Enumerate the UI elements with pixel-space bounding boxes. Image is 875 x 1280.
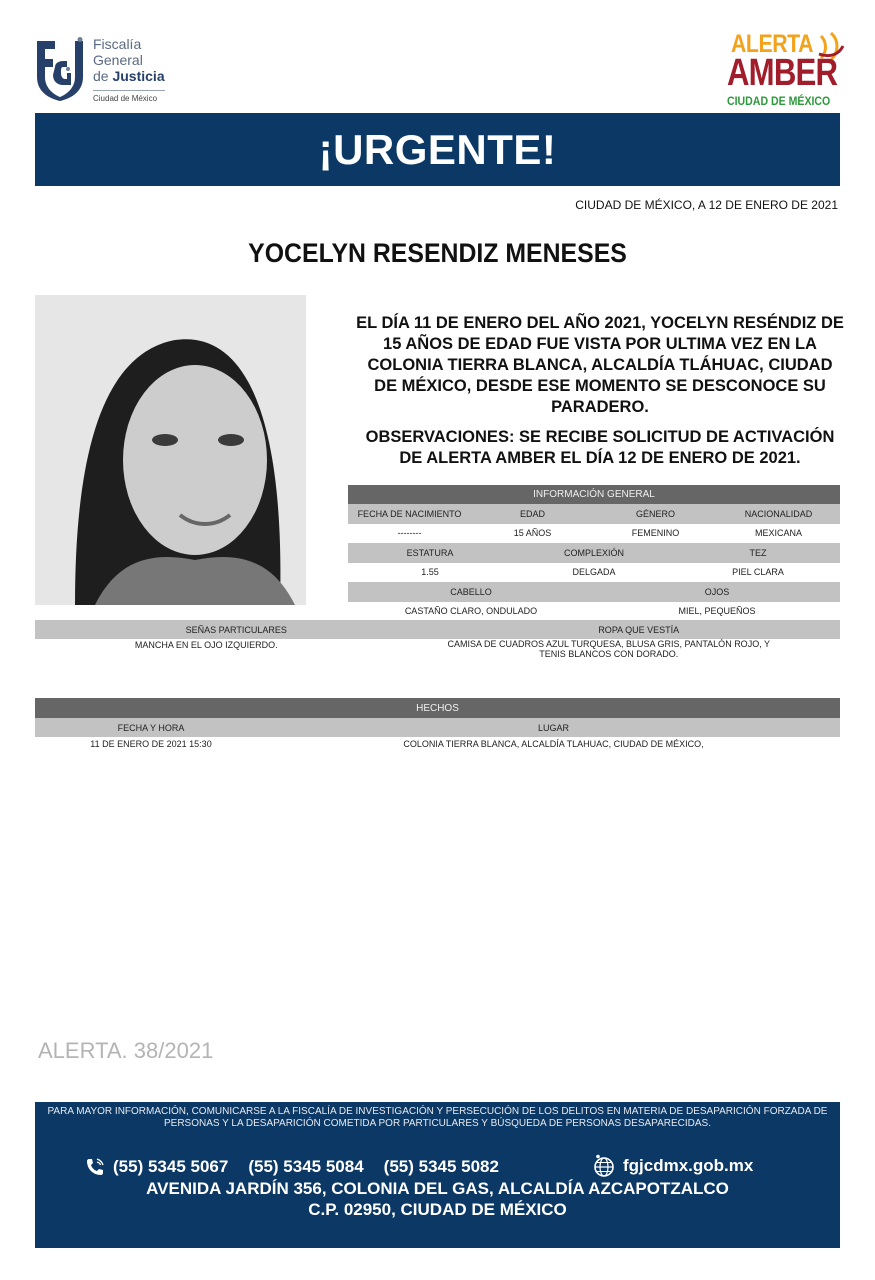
header-birthdate: FECHA DE NACIMIENTO [357,508,462,519]
value-skin: PIEL CLARA [732,567,784,578]
info-general-title: INFORMACIÓN GENERAL [348,485,840,504]
postal-code: C.P. 02950, CIUDAD DE MÉXICO [308,1200,567,1219]
details-table [35,620,840,667]
facts-table [35,698,840,751]
amber-line2: AMBER [727,52,838,94]
table-header-row [348,582,840,602]
person-photo [35,295,306,605]
header-build: COMPLEXIÓN [563,547,624,558]
phone-number-3[interactable]: (55) 5345 5082 [383,1157,499,1176]
fgj-logo [35,33,175,108]
phone-number-2[interactable]: (55) 5345 5084 [248,1157,364,1176]
phone-icon [85,1157,105,1177]
value-clothing: CAMISA DE CUADROS AZUL TURQUESA, BLUSA GRIS, PANTALÓN ROJO, Y TENIS BLANCOS CON DORADO. [447,639,771,659]
amber-alert-logo [725,28,845,110]
header-datetime: FECHA Y HORA [117,722,185,733]
value-marks: MANCHA EN EL OJO IZQUIERDO. [134,640,278,650]
alert-number: ALERTA. 38/2021 [38,1038,214,1063]
info-general-table [348,485,840,621]
fgj-city: Ciudad de México [93,94,158,103]
value-build: DELGADA [572,567,616,578]
fgj-line3-prefix: de [93,68,113,84]
header-eyes: OJOS [704,586,730,597]
amber-line1: ALERTA [731,30,814,58]
header-skin: TEZ [749,547,767,558]
case-observations: OBSERVACIONES: SE RECIBE SOLICITUD DE ACTIVACIÓN DE ALERTA AMBER EL DÍA 12 DE ENERO DE 2021. [365,428,835,467]
table-row [348,524,840,544]
header-place: LUGAR [537,722,569,733]
address: AVENIDA JARDÍN 356, COLONIA DEL GAS, ALCALDÍA AZCAPOTZALCO [146,1179,729,1198]
date-line: CIUDAD DE MÉXICO, A 12 DE ENERO DE 2021 [575,198,838,212]
header-gender: GÉNERO [635,508,675,519]
amber-line3: CIUDAD DE MÉXICO [727,94,831,108]
header-marks: SEÑAS PARTICULARES [185,624,287,635]
header-clothing: ROPA QUE VESTÍA [598,624,680,635]
value-height: 1.55 [421,567,439,578]
table-header-row [35,620,840,639]
website-link[interactable]: fgjcdmx.gob.mx [623,1156,754,1175]
fgj-line2: General [93,52,143,68]
urgent-banner: ¡URGENTE! [35,113,840,186]
table-row [35,737,840,751]
header-age: EDAD [519,508,545,519]
value-datetime: 11 DE ENERO DE 2021 15:30 [90,739,212,749]
fgj-divider [93,90,165,91]
value-age: 15 AÑOS [513,528,552,539]
header-nationality: NACIONALIDAD [744,508,813,519]
fgj-shield-icon [35,37,85,101]
phone-list [85,1157,519,1177]
table-header-row [35,718,840,737]
header-height: ESTATURA [406,547,454,558]
portrait-silhouette [35,295,306,605]
footer-note: PARA MAYOR INFORMACIÓN, COMUNICARSE A LA FISCALÍA DE INVESTIGACIÓN Y PERSECUCIÓN DE LOS DELITOS EN MATERIA DE DESAPARICIÓN FORZADA DE PERSONAS Y LA DESAPARICIÓN COMETIDA POR PARTICULARES Y BÚSQUEDA DE PERSONAS DESAPARECIDAS. [47,1106,828,1129]
website [593,1154,753,1178]
fgj-line3-bold: Justicia [112,68,165,84]
table-row [348,602,840,622]
value-eyes: MIEL, PEQUEÑOS [678,606,756,617]
value-hair: CASTAÑO CLARO, ONDULADO [404,606,538,617]
person-name: YOCELYN RESENDIZ MENESES [248,238,627,268]
globe-icon [593,1154,615,1178]
value-place: COLONIA TIERRA BLANCA, ALCALDÍA TLAHUAC, CIUDAD DE MÉXICO, [403,739,704,749]
phone-number-1[interactable]: (55) 5345 5067 [113,1157,229,1176]
value-gender: FEMENINO [631,528,680,539]
table-row [35,639,840,667]
table-header-row [348,543,840,563]
value-birthdate: -------- [397,528,422,539]
table-row [348,563,840,583]
case-description: EL DÍA 11 DE ENERO DEL AÑO 2021, YOCELYN RESÉNDIZ DE 15 AÑOS DE EDAD FUE VISTA POR ULTIMA VEZ EN LA COLONIA TIERRA BLANCA, ALCALDÍA TLÁHUAC, CIUDAD DE MÉXICO, DESDE ESE MOMENTO SE DESCONOCE SU PARADERO. [356,314,844,416]
header-hair: CABELLO [450,586,492,597]
value-nationality: MEXICANA [754,528,802,539]
table-header-row [348,504,840,524]
fgj-line1: Fiscalía [93,36,142,52]
facts-title: HECHOS [35,698,840,718]
contact-footer [35,1102,840,1248]
